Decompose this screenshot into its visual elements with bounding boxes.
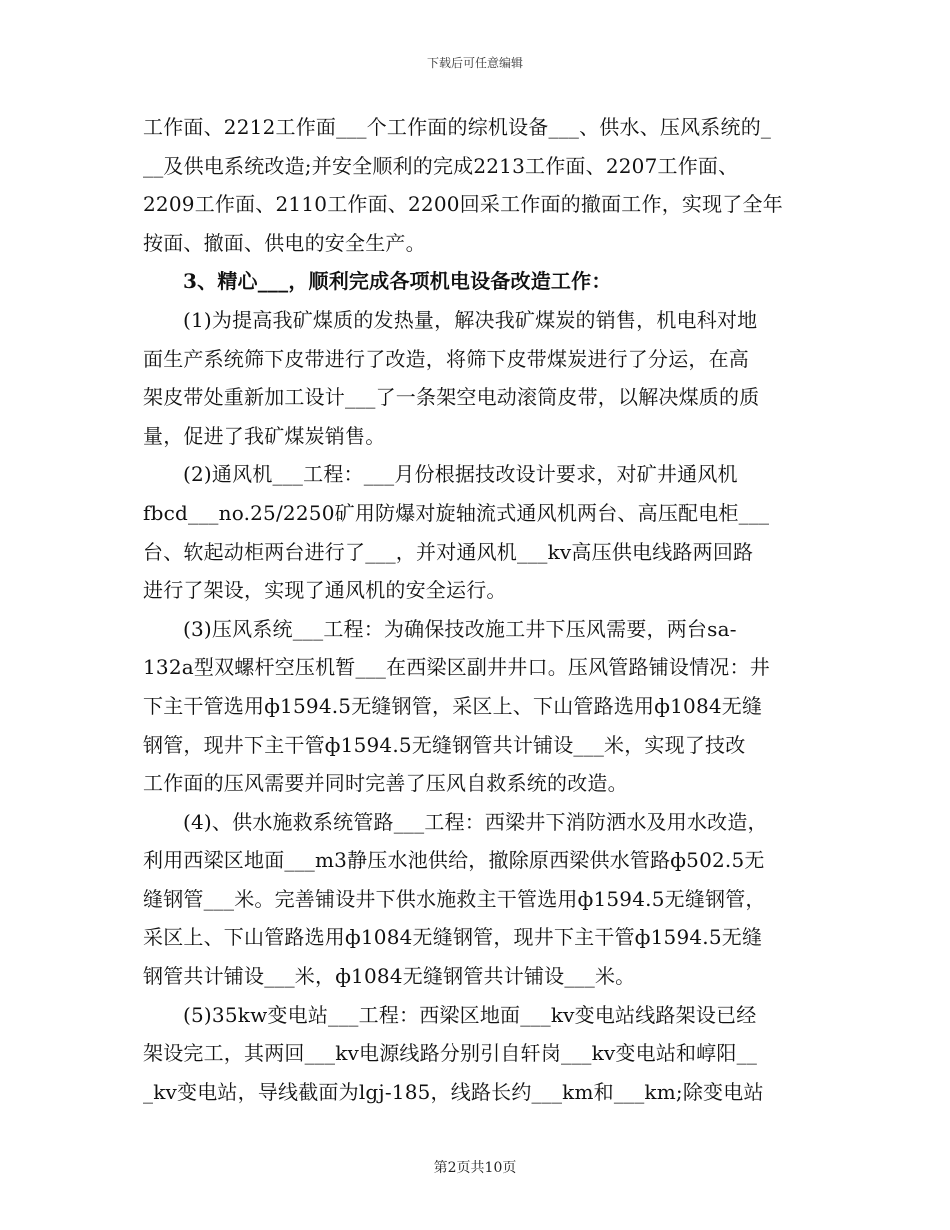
text-line: 2209工作面、2110工作面、2200回采工作面的撤面工作，实现了全年 bbox=[143, 192, 783, 217]
paragraph-start: (1)为提高我矿煤质的发热量，解决我矿煤炭的销售，机电科对地 bbox=[183, 307, 758, 332]
text-line: 132a型双螺杆空压机暂___在西梁区副井井口。压风管路铺设情况：井 bbox=[143, 655, 770, 680]
text-line: 缝钢管___米。完善铺设井下供水施救主干管选用ф1594.5无缝钢管， bbox=[143, 886, 766, 911]
text-line: 采区上、下山管路选用ф1084无缝钢管，现井下主干管ф1594.5无缝 bbox=[143, 925, 763, 950]
text-line: 利用西梁区地面___m3静压水池供给，撤除原西梁供水管路ф502.5无 bbox=[143, 848, 765, 873]
text-line: 架设完工，其两回___kv电源线路分别引自轩岗___kv变电站和崞阳__ bbox=[143, 1041, 758, 1066]
text-line: 进行了架设，实现了通风机的安全运行。 bbox=[143, 578, 507, 603]
page-header: 下载后可任意编辑 bbox=[426, 56, 523, 70]
text-line: 钢管，现井下主干管ф1594.5无缝钢管共计铺设___米，实现了技改 bbox=[143, 732, 746, 757]
text-line: __及供电系统改造;并安全顺利的完成2213工作面、2207工作面、 bbox=[143, 153, 739, 178]
text-line: 钢管共计铺设___米，ф1084无缝钢管共计铺设___米。 bbox=[143, 964, 636, 989]
text-line: 架皮带处重新加工设计___了一条架空电动滚筒皮带，以解决煤质的质 bbox=[143, 385, 760, 410]
text-line: 按面、撤面、供电的安全生产。 bbox=[143, 230, 426, 255]
page-number: 第2页共10页 bbox=[433, 1160, 517, 1176]
document-body bbox=[143, 108, 805, 1111]
text-line: 台、软起动柜两台进行了___，并对通风机___kv高压供电线路两回路 bbox=[143, 539, 754, 564]
paragraph-start: (5)35kw变电站___工程：西梁区地面___kv变电站线路架设已经 bbox=[183, 1002, 757, 1027]
text-line: 工作面、2212工作面___个工作面的综机设备___、供水、压风系统的_ bbox=[143, 115, 772, 139]
paragraph-start: (4)、供水施救系统管路___工程：西梁井下消防洒水及用水改造， bbox=[183, 809, 768, 834]
text-line: 工作面的压风需要并同时完善了压风自救系统的改造。 bbox=[143, 771, 628, 796]
paragraph-start: (3)压风系统___工程：为确保技改施工井下压风需要，两台sa- bbox=[183, 616, 737, 641]
section-heading: 3、精心___，顺利完成各项机电设备改造工作： bbox=[183, 269, 612, 294]
text-line: _kv变电站，导线截面为lgj-185，线路长约___km和___km;除变电站 bbox=[143, 1079, 764, 1104]
text-line: 量，促进了我矿煤炭销售。 bbox=[143, 423, 386, 448]
paragraph-start: (2)通风机___工程：___月份根据技改设计要求，对矿井通风机 bbox=[183, 462, 738, 487]
text-line: 下主干管选用ф1594.5无缝钢管，采区上、下山管路选用ф1084无缝 bbox=[143, 693, 763, 718]
text-line: fbcd___no.25/2250矿用防爆对旋轴流式通风机两台、高压配电柜___ bbox=[143, 500, 770, 525]
text-line: 面生产系统筛下皮带进行了改造，将筛下皮带煤炭进行了分运，在高 bbox=[143, 346, 749, 371]
